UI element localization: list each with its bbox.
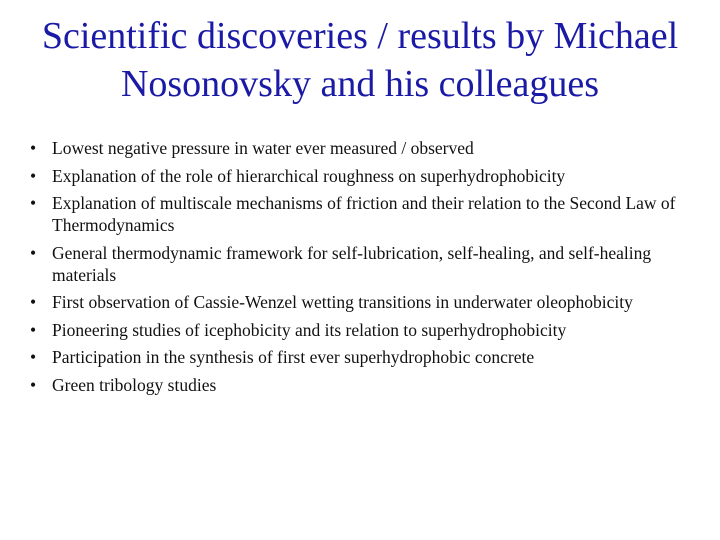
bullet-item xyxy=(30,374,705,396)
bullet-item xyxy=(30,192,705,236)
slide-title xyxy=(10,12,710,108)
bullet-item xyxy=(30,165,705,187)
bullet-icon: • xyxy=(30,242,37,263)
bullet-icon: • xyxy=(30,292,37,312)
bullet-text: Explanation of multiscale mechanisms of friction and their relation to the Second Law of Thermodynamics xyxy=(52,193,676,235)
slide-title-line-1: Scientific discoveries / results by Michael xyxy=(41,15,679,57)
bullet-list xyxy=(30,137,705,401)
bullet-text: First observation of Cassie-Wenzel wetting transitions in underwater oleophobicity xyxy=(52,292,633,312)
bullet-text: Pioneering studies of icephobicity and its relation to superhydrophobicity xyxy=(52,319,567,340)
bullet-icon: • xyxy=(30,374,37,395)
bullet-item xyxy=(30,291,705,313)
bullet-item xyxy=(30,242,705,286)
bullet-icon: • xyxy=(30,165,37,186)
bullet-item xyxy=(30,346,705,368)
bullet-icon: • xyxy=(30,319,37,340)
bullet-text: Lowest negative pressure in water ever measured / observed xyxy=(52,138,474,158)
bullet-item xyxy=(30,319,705,341)
bullet-text: Green tribology studies xyxy=(52,374,217,395)
bullet-text: General thermodynamic framework for self-lubrication, self-healing, and self-healing materials xyxy=(52,242,652,285)
slide-title-line-2: Nosonovsky and his colleagues xyxy=(120,63,600,105)
bullet-icon: • xyxy=(30,193,37,213)
bullet-text: Participation in the synthesis of first ever superhydrophobic concrete xyxy=(52,347,535,367)
bullet-text: Explanation of the role of hierarchical roughness on superhydrophobicity xyxy=(52,165,566,186)
bullet-item xyxy=(30,137,705,159)
bullet-icon: • xyxy=(30,138,37,158)
bullet-icon: • xyxy=(30,347,37,367)
